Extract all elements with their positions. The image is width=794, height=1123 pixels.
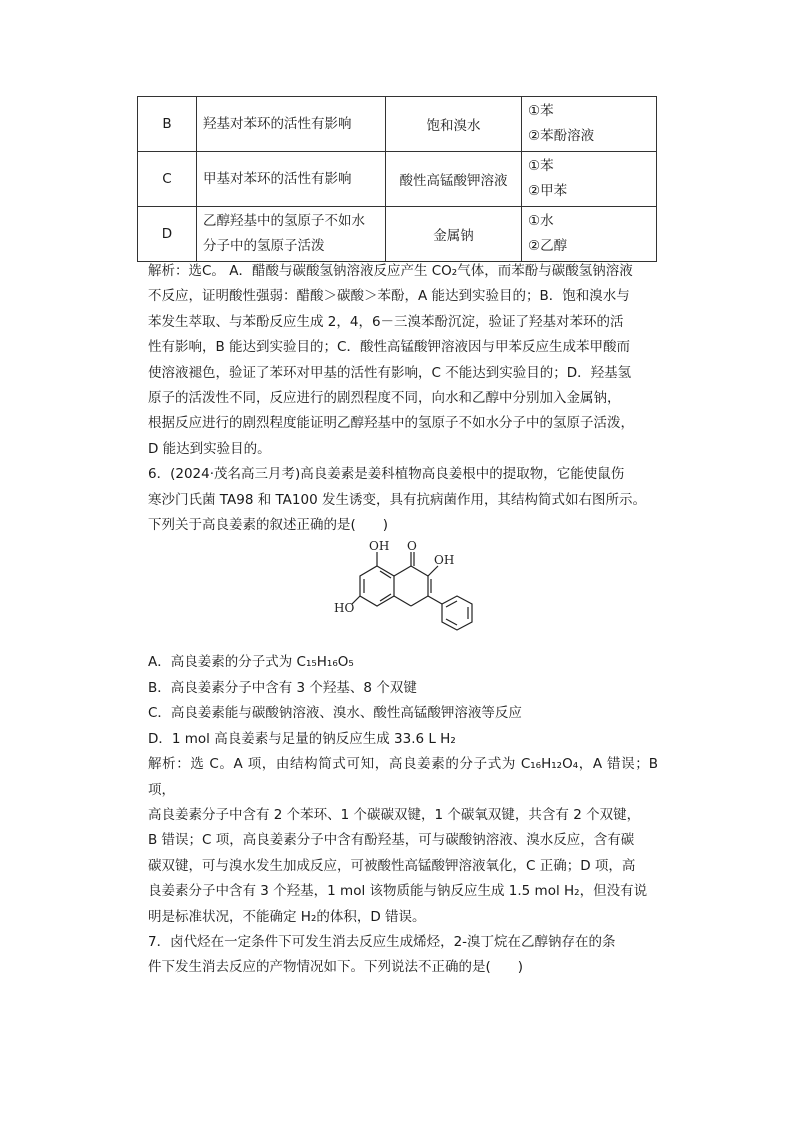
text-line: 苯发生萃取、与苯酚反应生成 2，4，6－三溴苯酚沉淀，验证了羟基对苯环的活 xyxy=(148,313,624,330)
choices-6 xyxy=(148,650,658,752)
purpose-line: 乙醇羟基中的氢原子不如水 xyxy=(203,213,365,229)
text-line: 解析：选C。 A．醋酸与碳酸氢钠溶液反应产生 CO₂气体，而苯酚与碳酸氢钠溶液 xyxy=(148,263,633,279)
text-body xyxy=(148,259,658,981)
text-line: 原子的活泼性不同，反应进行的剧烈程度不同，向水和乙醇中分别加入金属钠， xyxy=(148,390,621,407)
analysis-6 xyxy=(148,752,658,930)
label-ho-left: HO xyxy=(334,601,355,616)
substance-cell xyxy=(522,152,657,207)
option-cell: C xyxy=(138,152,197,207)
text-line: 明是标准状况，不能确定 H₂的体积，D 错误。 xyxy=(148,908,426,925)
choice-b: B．高良姜素分子中含有 3 个羟基、8 个双键 xyxy=(148,679,417,696)
text-line: 性有影响，B 能达到实验目的；C．酸性高锰酸钾溶液因与甲苯反应生成苯甲酸而 xyxy=(148,339,630,356)
text-line: 寒沙门氏菌 TA98 和 TA100 发生诱变，具有抗病菌作用，其结构简式如右图所示。 xyxy=(148,491,646,508)
table-row xyxy=(138,207,657,262)
label-oh-top-left: OH xyxy=(369,539,390,554)
text-line: B 错误；C 项，高良姜素分子中含有酚羟基，可与碳酸钠溶液、溴水反应，含有碳 xyxy=(148,832,635,849)
label-o-top: O xyxy=(407,539,417,554)
substance-item: ②乙醇 xyxy=(528,238,568,254)
experiment-table xyxy=(137,96,657,262)
table-row xyxy=(138,97,657,152)
choice-a: A．高良姜素的分子式为 C₁₅H₁₆O₅ xyxy=(148,654,354,671)
reagent-cell: 金属钠 xyxy=(386,207,522,262)
text-line: 6．(2024·茂名高三月考)高良姜素是姜科植物高良姜根中的提取物，它能使鼠伤 xyxy=(148,466,625,483)
text-line: 下列关于高良姜素的叙述正确的是( ) xyxy=(148,517,389,534)
option-cell: B xyxy=(138,97,197,152)
label-oh-top-right: OH xyxy=(434,553,455,568)
text-line: 不反应，证明酸性强弱：醋酸＞碳酸＞苯酚，A 能达到实验目的；B．饱和溴水与 xyxy=(148,288,630,305)
galangin-structure-diagram xyxy=(334,538,484,648)
text-line: 碳双键，可与溴水发生加成反应，可被酸性高锰酸钾溶液氧化，C 正确；D 项，高 xyxy=(148,857,636,874)
substance-cell xyxy=(522,97,657,152)
reagent-cell: 酸性高锰酸钾溶液 xyxy=(386,152,522,207)
purpose-cell xyxy=(197,207,386,262)
question-7 xyxy=(148,930,658,981)
text-line: 根据反应进行的剧烈程度能证明乙醇羟基中的氢原子不如水分子中的氢原子活泼， xyxy=(148,415,634,432)
substance-item: ②苯酚溶液 xyxy=(528,128,595,144)
purpose-line: 分子中的氢原子活泼 xyxy=(203,238,325,254)
table-row xyxy=(138,152,657,207)
question-6 xyxy=(148,462,658,538)
analysis-5 xyxy=(148,259,658,462)
text-line: 高良姜素分子中含有 2 个苯环、1 个碳碳双键，1 个碳氧双键，共含有 2 个双键， xyxy=(148,806,641,823)
text-line: D 能达到实验目的。 xyxy=(148,440,271,457)
purpose-cell xyxy=(197,152,386,207)
substance-item: ②甲苯 xyxy=(528,183,568,199)
text-line: 使溶液褪色，验证了苯环对甲基的活性有影响，C 不能达到实验目的；D．羟基氢 xyxy=(148,364,632,381)
purpose-line: 羟基对苯环的活性有影响 xyxy=(203,115,352,132)
substance-cell xyxy=(522,207,657,262)
text-line: 良姜素分子中含有 3 个羟基，1 mol 该物质能与钠反应生成 1.5 mol H₂，但没有说 xyxy=(148,883,648,900)
substance-item: ①水 xyxy=(528,213,554,229)
reagent-cell: 饱和溴水 xyxy=(386,97,522,152)
substance-item: ①苯 xyxy=(528,158,554,174)
option-cell: D xyxy=(138,207,197,262)
choice-c: C．高良姜素能与碳酸钠溶液、溴水、酸性高锰酸钾溶液等反应 xyxy=(148,705,522,722)
purpose-line: 甲基对苯环的活性有影响 xyxy=(203,170,352,187)
text-line: 解析：选 C。A 项，由结构简式可知，高良姜素的分子式为 C₁₆H₁₂O₄，A 错误；B 项， xyxy=(148,756,658,798)
purpose-cell xyxy=(197,97,386,152)
choice-d: D．1 mol 高良姜素与足量的钠反应生成 33.6 L H₂ xyxy=(148,730,456,747)
text-line: 件下发生消去反应的产物情况如下。下列说法不正确的是( ) xyxy=(148,959,524,976)
substance-item: ①苯 xyxy=(528,103,554,119)
text-line: 7．卤代烃在一定条件下可发生消去反应生成烯烃，2-溴丁烷在乙醇钠存在的条 xyxy=(148,933,616,950)
